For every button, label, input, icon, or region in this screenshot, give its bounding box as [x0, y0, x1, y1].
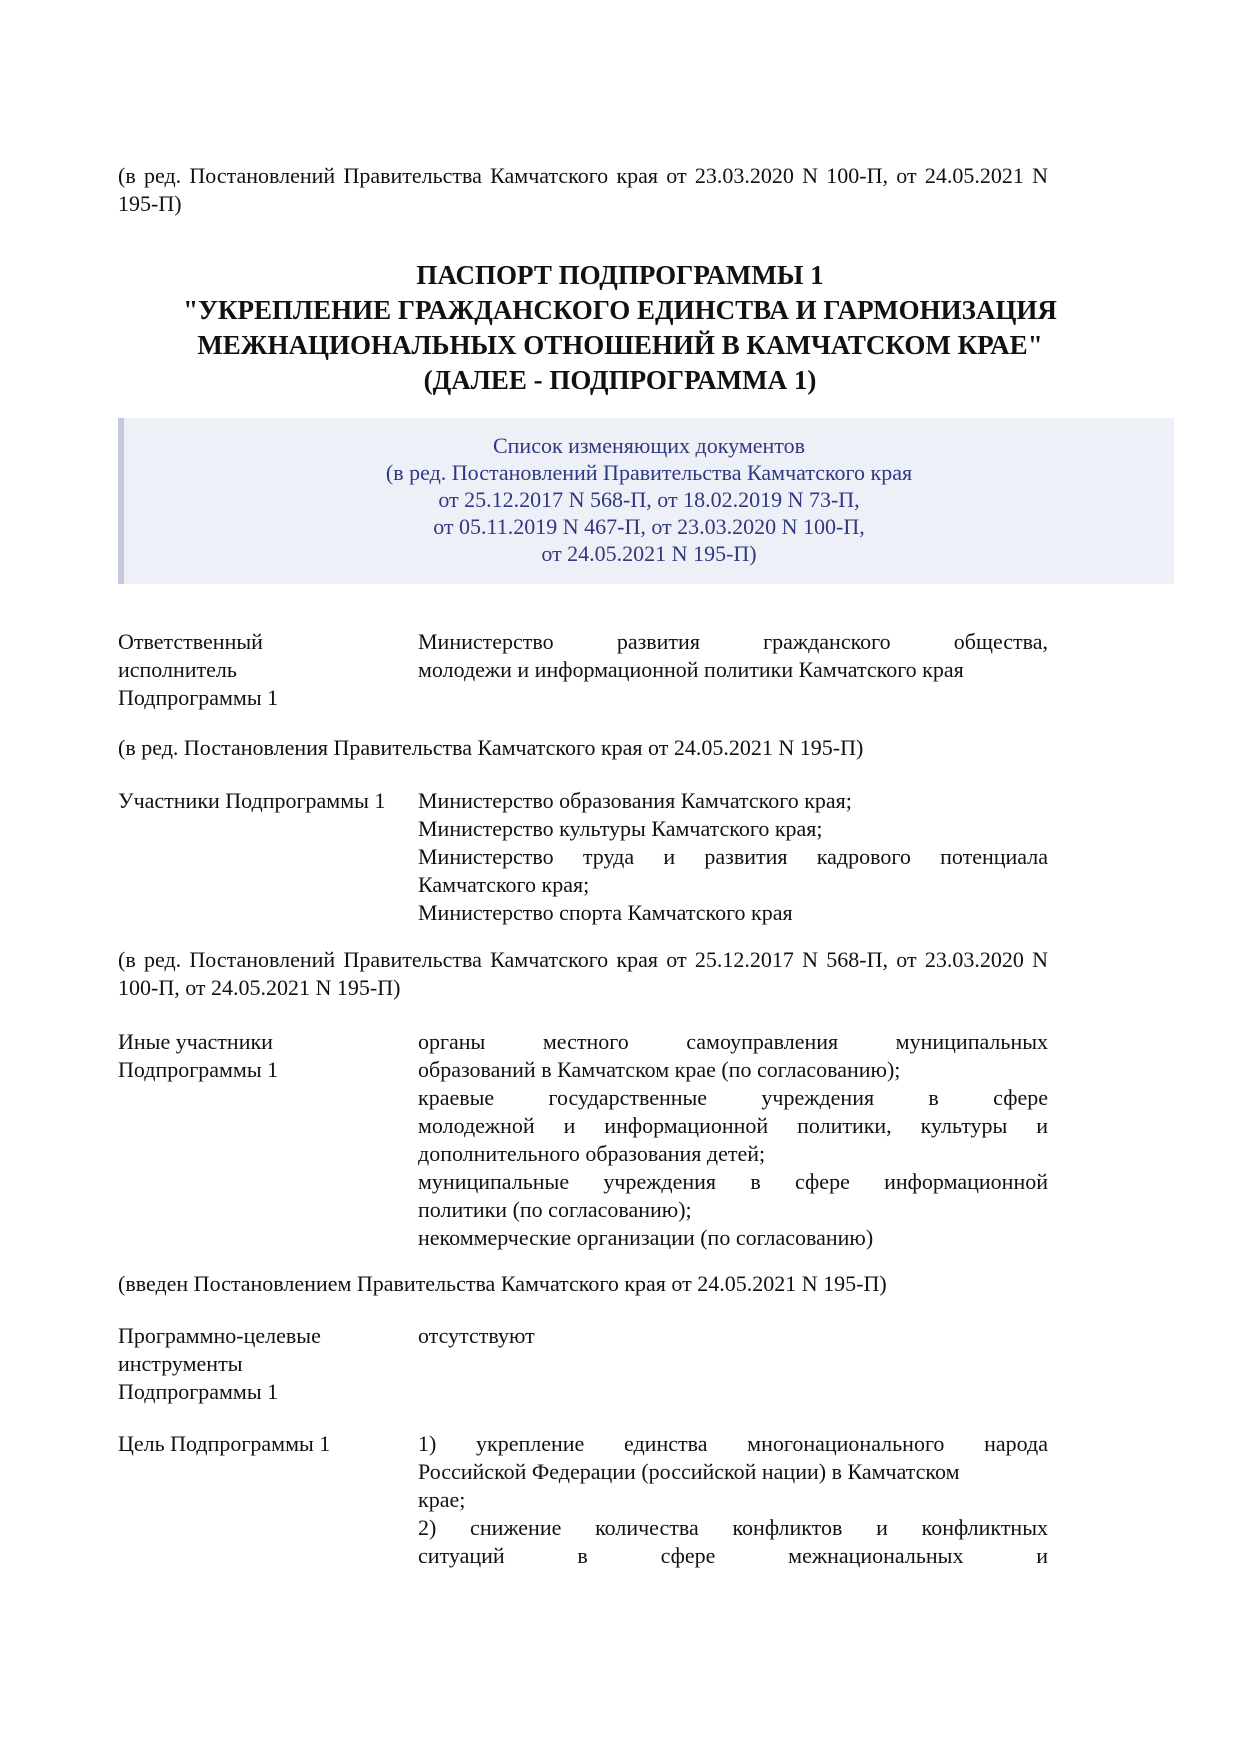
value-line: молодежной и информационной политики, культуры и	[418, 1113, 1048, 1138]
value-line: образований в Камчатском крае (по согласованию);	[418, 1057, 901, 1082]
amending-documents-line: (в ред. Постановлений Правительства Камчатского края	[385, 460, 913, 485]
title-line-3: МЕЖНАЦИОНАЛЬНЫХ ОТНОШЕНИЙ В КАМЧАТСКОМ КРАЕ"	[197, 330, 1043, 360]
value-line: отсутствуют	[418, 1323, 535, 1348]
value-line: ситуаций в сфере межнациональных и	[418, 1543, 1048, 1568]
amendment-note: (в ред. Постановлений Правительства Камчатского края от 25.12.2017 N 568-П, от 23.03.2020 N 100-П, от 24.05.2021 N 195-П)	[118, 947, 1048, 1000]
amendment-note: (введен Постановлением Правительства Камчатского края от 24.05.2021 N 195-П)	[118, 1271, 887, 1296]
row-label: Цель Подпрограммы 1	[118, 1431, 331, 1456]
amending-documents-heading: Список изменяющих документов	[492, 433, 805, 458]
value-line: некоммерческие организации (по согласованию)	[418, 1225, 874, 1250]
value-line: Министерство труда и развития кадрового потенциала	[418, 844, 1048, 869]
passport-title	[118, 258, 1122, 398]
intro-amendment-note: (в ред. Постановлений Правительства Камчатского края от 23.03.2020 N 100-П, от 24.05.2021 N 195-П)	[118, 163, 1048, 216]
value-line: Министерство развития гражданского общества,	[418, 629, 1048, 654]
amending-documents-line: от 25.12.2017 N 568-П, от 18.02.2019 N 73-П,	[438, 487, 860, 512]
row-label: Ответственный исполнитель Подпрограммы 1	[118, 629, 279, 710]
value-line: политики (по согласованию);	[418, 1197, 692, 1222]
value-line: краевые государственные учреждения в сфере	[418, 1085, 1048, 1110]
amending-documents-line: от 24.05.2021 N 195-П)	[541, 541, 757, 566]
value-line: Камчатского края;	[418, 872, 590, 897]
value-line: дополнительного образования детей;	[418, 1141, 766, 1166]
row-label: Иные участники Подпрограммы 1	[118, 1029, 279, 1082]
title-line-4: (ДАЛЕЕ - ПОДПРОГРАММА 1)	[423, 365, 817, 395]
value-line: 2) снижение количества конфликтов и конфликтных	[418, 1515, 1048, 1540]
title-line-2: "УКРЕПЛЕНИЕ ГРАЖДАНСКОГО ЕДИНСТВА И ГАРМОНИЗАЦИЯ	[183, 295, 1057, 325]
row-value	[418, 1322, 1048, 1350]
amendment-note: (в ред. Постановления Правительства Камчатского края от 24.05.2021 N 195-П)	[118, 735, 864, 760]
value-line: Министерство культуры Камчатского края;	[418, 816, 823, 841]
row-label: Участники Подпрограммы 1	[118, 788, 386, 813]
row-value	[418, 787, 1048, 927]
value-line: Министерство образования Камчатского края;	[418, 788, 852, 813]
value-line: молодежи и информационной политики Камчатского края	[418, 657, 964, 682]
value-line: Министерство спорта Камчатского края	[418, 900, 793, 925]
row-label: Программно-целевые инструменты Подпрограммы 1	[118, 1323, 321, 1404]
row-value	[418, 1430, 1048, 1570]
value-line: муниципальные учреждения в сфере информационной	[418, 1169, 1048, 1194]
amending-documents-line: от 05.11.2019 N 467-П, от 23.03.2020 N 100-П,	[433, 514, 865, 539]
row-value	[418, 628, 1048, 684]
row-value	[418, 1028, 1048, 1252]
value-line: органы местного самоуправления муниципальных	[418, 1029, 1048, 1054]
value-line: крае;	[418, 1487, 466, 1512]
amending-documents-box	[118, 418, 1174, 584]
title-line-1: ПАСПОРТ ПОДПРОГРАММЫ 1	[416, 260, 824, 290]
value-line: 1) укрепление единства многонационального народа	[418, 1431, 1048, 1456]
value-line: Российской Федерации (российской нации) в Камчатском	[418, 1459, 960, 1484]
